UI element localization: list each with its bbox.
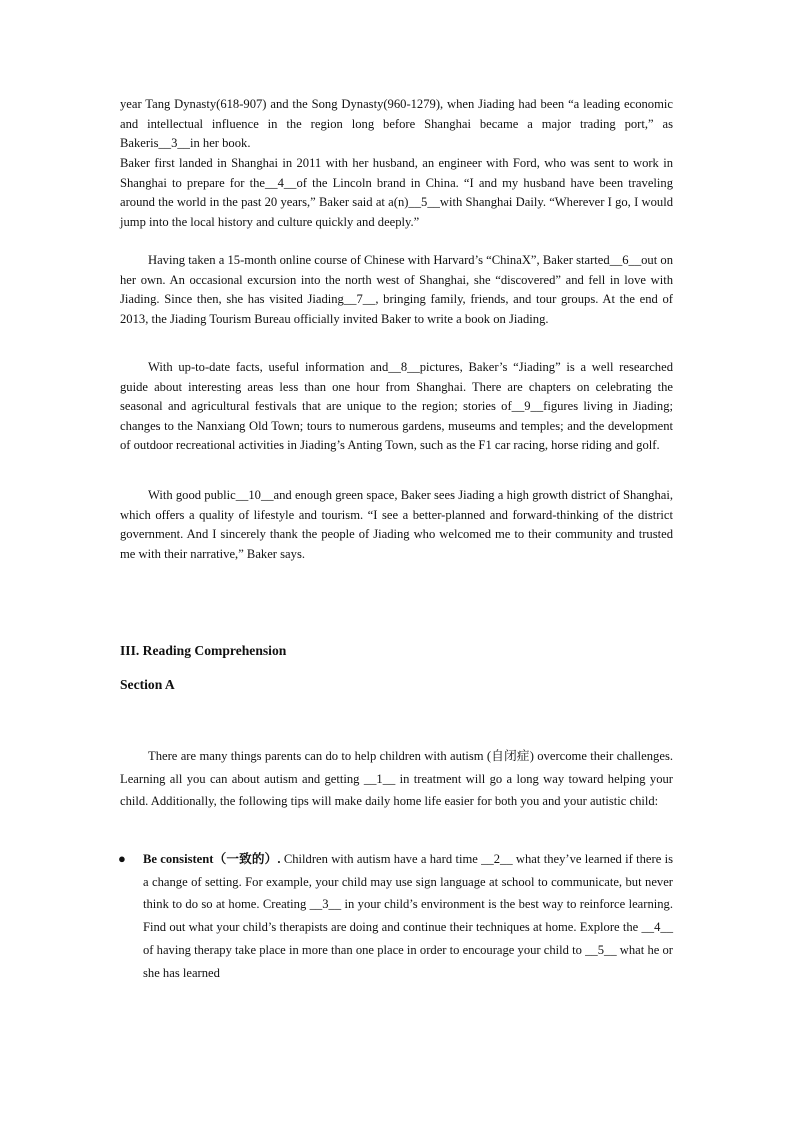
section-heading: III. Reading Comprehension [120,643,287,658]
bullet-title: Be consistent（一致的）. [143,852,281,866]
bullet-body [143,848,673,984]
bullet-text: Children with autism have a hard time __2__ what they’ve learned if there is a change of setting. For example, your child may use sign language at school to communicate, but never think to do so at home. Creating __3__ in your child’s environment is the best way to reinforce learning. Find out what your child’s therapists are doing and continue their techniques at home. Explore the __4__ of having therapy take place in more than one place in order to encourage your child to __5__ what he or she has learned [143,852,673,980]
paragraph-continued: year Tang Dynasty(618-907) and the Song Dynasty(960-1279), when Jiading had been “a leading economic and intellectual influence in the region long before Shanghai became a major trading port,” as Bakeris__3__in her book. [120,97,673,151]
subsection-heading: Section A [120,677,175,692]
paragraph-book-description: With up-to-date facts, useful information and__8__pictures, Baker’s “Jiading” is a well researched guide about interesting areas less than one hour from Shanghai. There are chapters on celebrating the seasonal and agricultural festivals that are unique to the region; stories of__9__figures living in Jiading; changes to the Nanxiang Old Town; tours to numerous gardens, museums and temples; and the development of outdoor recreational activities in Jiading’s Anting Town, such as the F1 car racing, horse riding and golf. [120,360,673,453]
paragraph-conclusion: With good public__10__and enough green space, Baker sees Jiading a high growth district of Shanghai, which offers a quality of lifestyle and tourism. “I see a better-planned and forward-thinking of the district government. And I sincerely thank the people of Jiading who welcomed me to their community and trusted me with their narrative,” Baker says. [120,488,673,561]
paragraph-baker-arrival: Baker first landed in Shanghai in 2011 with her husband, an engineer with Ford, who was sent to work in Shanghai to prepare for the__4__of the Lincoln brand in China. “I and my husband have been traveling around the world in the past 20 years,” Baker said at a(n)__5__with Shanghai Daily. “Wherever I go, I would jump into the local history and culture quickly and deeply.” [120,156,673,229]
bullet-icon: ● [118,851,126,866]
paragraph-chinese-course: Having taken a 15-month online course of Chinese with Harvard’s “ChinaX”, Baker started__6__out on her own. An occasional excursion into the north west of Shanghai, she “discovered” and fell in love with Jiading. Since then, she has visited Jiading__7__, bringing family, friends, and tour groups. At the end of 2013, the Jiading Tourism Bureau officially invited Baker to write a book on Jiading. [120,253,673,326]
passage-intro: There are many things parents can do to help children with autism (自闭症) overcome their challenges. Learning all you can about autism and getting __1__ in treatment will go a long way toward helping your child. Additionally, the following tips will make daily home life easier for both you and your autistic child: [120,749,673,809]
